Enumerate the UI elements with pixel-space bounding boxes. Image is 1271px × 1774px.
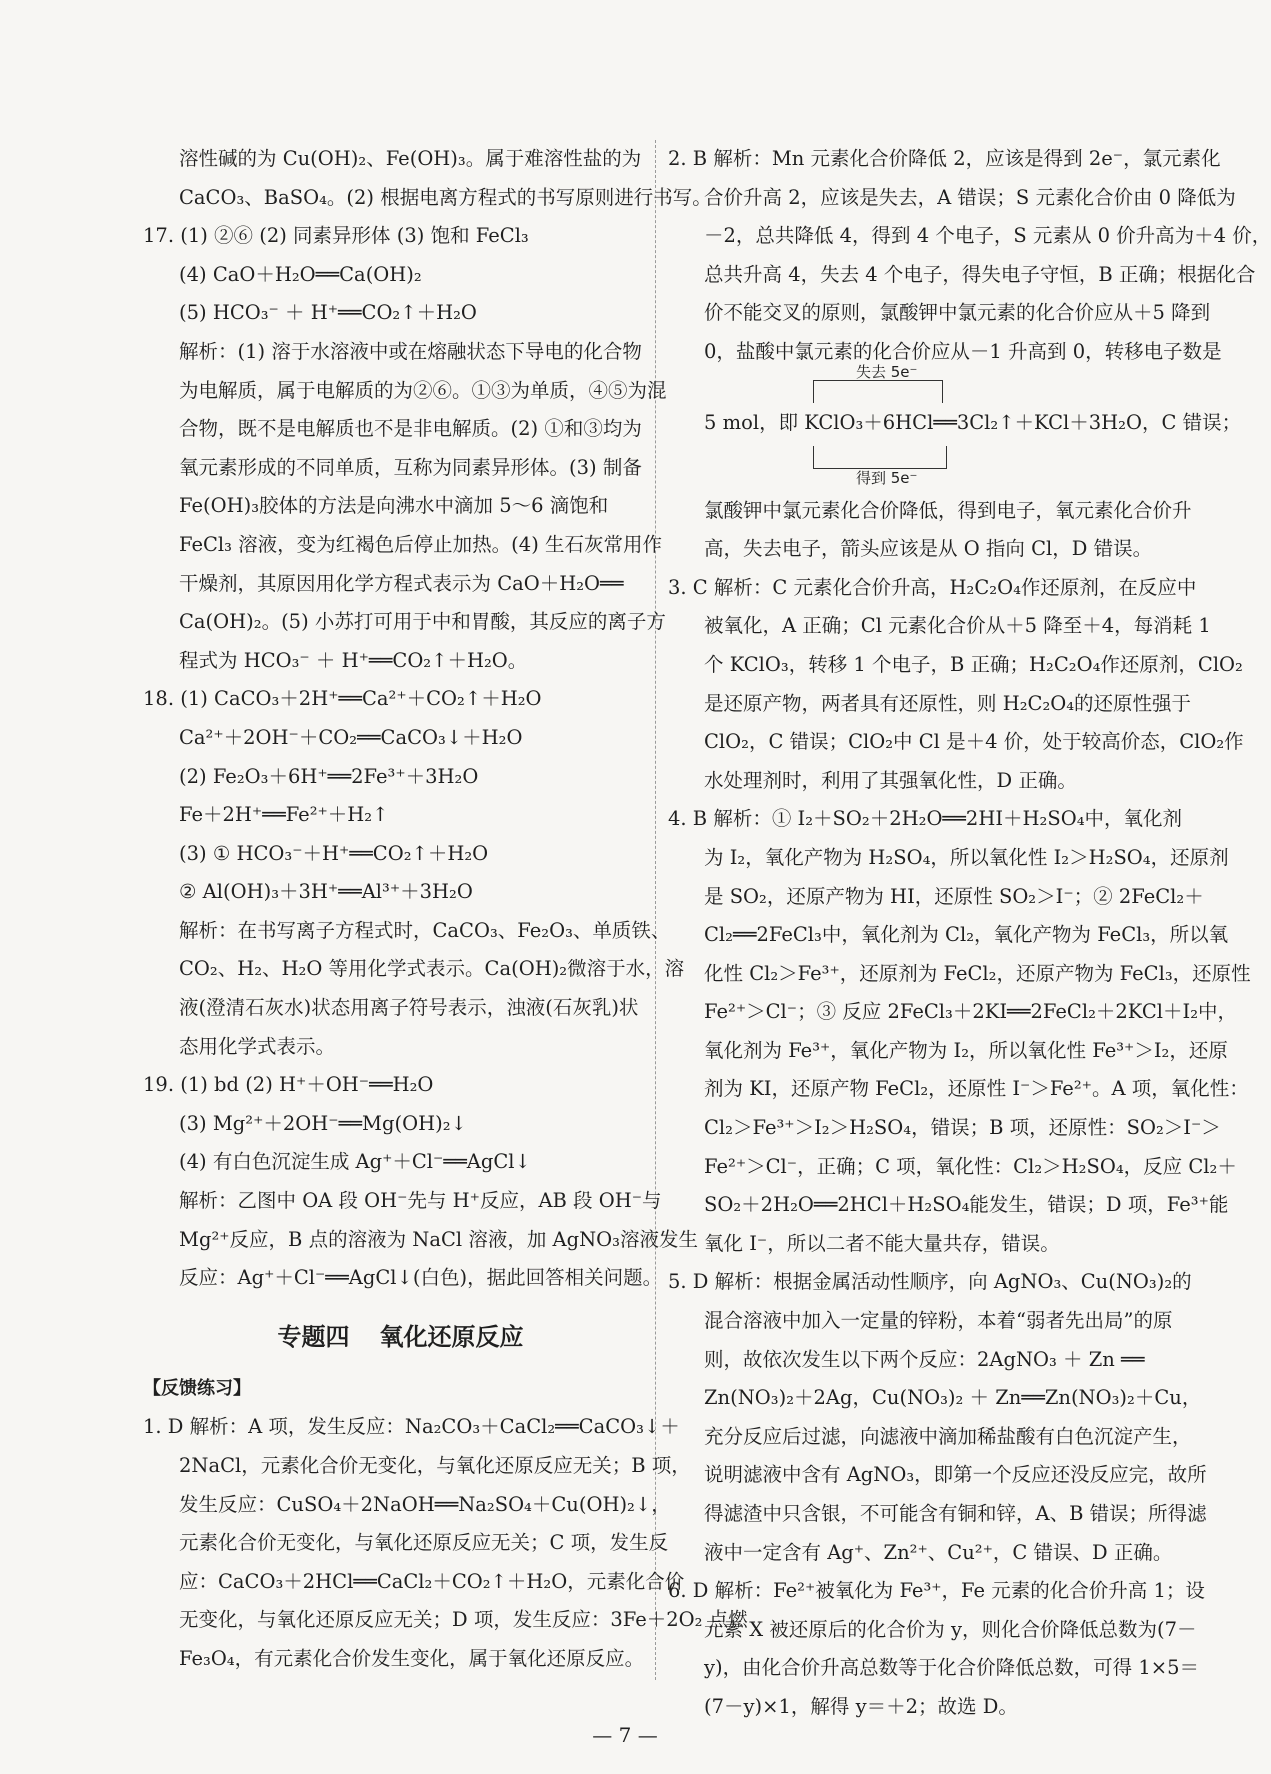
text-line: CaCO₃、BaSO₄。(2) 根据电离方程式的书写原则进行书写。: [179, 185, 712, 209]
q17-explanation: Fe(OH)₃胶体的方法是向沸水中滴加 5～6 滴饱和: [179, 494, 609, 518]
q4-line: 剂为 KI，还原产物 FeCl₂，还原性 I⁻＞Fe²⁺。A 项，氧化性：: [704, 1077, 1249, 1101]
q4-line: 4. B 解析：① I₂＋SO₂＋2H₂O══2HI＋H₂SO₄中，氧化剂: [668, 807, 1183, 831]
q2-line: 氯酸钾中氯元素化合价降低，得到电子，氧元素化合价升: [704, 498, 1192, 522]
q4-line: Fe²⁺＞Cl⁻，正确；C 项，氧化性：Cl₂＞H₂SO₄，反应 Cl₂＋: [704, 1154, 1237, 1178]
q17-explanation: 合物，既不是电解质也不是非电解质。(2) ①和③均为: [179, 417, 642, 441]
q4-line: 化性 Cl₂＞Fe³⁺，还原剂为 FeCl₂，还原产物为 FeCl₃，还原性: [704, 961, 1251, 985]
right-column: [668, 140, 1271, 1727]
gain-electrons-arrow: [813, 446, 947, 469]
q4-line: 为 I₂，氧化产物为 H₂SO₄，所以氧化性 I₂＞H₂SO₄，还原剂: [704, 845, 1229, 869]
section-title: 专题四: [277, 1322, 350, 1351]
q19-answer: 19. (1) bd (2) H⁺＋OH⁻══H₂O: [143, 1073, 434, 1097]
q1-line: 1. D 解析：A 项，发生反应：Na₂CO₃＋CaCl₂══CaCO₃↓＋: [143, 1415, 680, 1439]
q3-line: ClO₂，C 错误；ClO₂中 Cl 是＋4 价，处于较高价态，ClO₂作: [704, 730, 1244, 754]
q17-answer: 17. (1) ②⑥ (2) 同素异形体 (3) 饱和 FeCl₃: [143, 224, 529, 248]
q5-line: 液中一定含有 Ag⁺、Zn²⁺、Cu²⁺，C 错误、D 正确。: [704, 1540, 1173, 1564]
q3-line: 被氧化，A 正确；Cl 元素化合价从＋5 降至＋4，每消耗 1: [704, 614, 1211, 638]
q1-line: 应：CaCO₃＋2HCl══CaCl₂＋CO₂↑＋H₂O，元素化合价: [179, 1569, 685, 1593]
q4-line: Cl₂══2FeCl₃中，氧化剂为 Cl₂，氧化产物为 FeCl₃，所以氧: [704, 923, 1229, 947]
gain-electrons-label: 得到 5e⁻: [856, 468, 918, 487]
left-column: [143, 140, 748, 1679]
q18-explanation: 解析：在书写离子方程式时，CaCO₃、Fe₂O₃、单质铁、: [179, 918, 671, 942]
q18-explanation: 态用化学式表示。: [179, 1034, 336, 1058]
q18-line: Ca²⁺＋2OH⁻＋CO₂══CaCO₃↓＋H₂O: [179, 725, 523, 749]
q3-line: 水处理剂时，利用了其强氧化性，D 正确。: [704, 768, 1077, 792]
q17-line: (5) HCO₃⁻ ＋ H⁺══CO₂↑＋H₂O: [179, 301, 477, 325]
q17-explanation: 解析：(1) 溶于水溶液中或在熔融状态下导电的化合物: [179, 339, 642, 363]
q2-line: 2. B 解析：Mn 元素化合价降低 2，应该是得到 2e⁻，氯元素化: [668, 147, 1221, 170]
q18-answer: 18. (1) CaCO₃＋2H⁺══Ca²⁺＋CO₂↑＋H₂O: [143, 687, 542, 711]
q18-explanation: 液(澄清石灰水)状态用离子符号表示，浊液(石灰乳)状: [179, 996, 639, 1020]
q18-line: (2) Fe₂O₃＋6H⁺══2Fe³⁺＋3H₂O: [179, 764, 479, 788]
q17-explanation: Ca(OH)₂。(5) 小苏打可用于中和胃酸，其反应的离子方: [179, 610, 666, 634]
q1-line: Fe₃O₄，有元素化合价发生变化，属于氧化还原反应。: [179, 1646, 645, 1670]
q2-line: －2，总共降低 4，得到 4 个电子，S 元素从 0 价升高为＋4 价，: [704, 224, 1271, 248]
q18-line: (3) ① HCO₃⁻＋H⁺══CO₂↑＋H₂O: [179, 841, 489, 865]
q17-line: (4) CaO＋H₂O══Ca(OH)₂: [179, 262, 422, 286]
q19-explanation: 解析：乙图中 OA 段 OH⁻先与 H⁺反应，AB 段 OH⁻与: [179, 1189, 662, 1213]
q17-explanation: 为电解质，属于电解质的为②⑥。①③为单质，④⑤为混: [179, 378, 667, 402]
q2-line: 价不能交叉的原则，氯酸钾中氯元素的化合价应从＋5 降到: [704, 301, 1211, 325]
page-number: — 7 —: [592, 1723, 658, 1747]
q4-line: 是 SO₂，还原产物为 HI，还原性 SO₂＞I⁻；② 2FeCl₂＋: [704, 884, 1204, 908]
q4-line: Fe²⁺＞Cl⁻；③ 反应 2FeCl₃＋2KI══2FeCl₂＋2KCl＋I₂中，: [704, 1000, 1238, 1024]
practice-label: 【反馈练习】: [143, 1377, 251, 1399]
q5-line: 说明滤液中含有 AgNO₃，即第一个反应还没反应完，故所: [704, 1463, 1207, 1487]
q17-explanation: FeCl₃ 溶液，变为红褐色后停止加热。(4) 生石灰常用作: [179, 532, 662, 556]
q5-line: Zn(NO₃)₂＋2Ag，Cu(NO₃)₂ ＋ Zn══Zn(NO₃)₂＋Cu，: [704, 1386, 1202, 1410]
q5-line: 则，故依次发生以下两个反应：2AgNO₃ ＋ Zn ══: [704, 1347, 1145, 1371]
q4-line: SO₂＋2H₂O══2HCl＋H₂SO₄能发生，错误；D 项，Fe³⁺能: [704, 1193, 1229, 1217]
q5-line: 5. D 解析：根据金属活动性顺序，向 AgNO₃、Cu(NO₃)₂的: [668, 1270, 1192, 1294]
q19-explanation: Mg²⁺反应，B 点的溶液为 NaCl 溶液，加 AgNO₃溶液发生: [179, 1227, 698, 1251]
redox-equation: 5 mol，即 KClO₃＋6HCl══3Cl₂↑＋KCl＋3H₂O，C 错误；: [704, 410, 1242, 434]
q5-line: 充分反应后过滤，向滤液中滴加稀盐酸有白色沉淀产生，: [704, 1424, 1192, 1448]
q6-line: 元素 X 被还原后的化合价为 y，则化合价降低总数为(7－: [704, 1617, 1197, 1641]
lose-electrons-arrow: [813, 380, 943, 403]
q2-line: 总共升高 4，失去 4 个电子，得失电子守恒，B 正确；根据化合: [704, 262, 1256, 286]
q3-line: 3. C 解析：C 元素化合价升高，H₂C₂O₄作还原剂，在反应中: [668, 575, 1197, 599]
q4-line: 氧化 I⁻，所以二者不能大量共存，错误。: [704, 1231, 1060, 1255]
q2-line: 高，失去电子，箭头应该是从 O 指向 Cl，D 错误。: [704, 537, 1153, 561]
lose-electrons-label: 失去 5e⁻: [856, 362, 918, 381]
q1-line: 2NaCl，元素化合价无变化，与氧化还原反应无关；B 项，: [179, 1454, 691, 1477]
q6-line: y)，由化合价升高总数等于化合价降低总数，可得 1×5＝: [704, 1656, 1199, 1680]
q4-line: Cl₂＞Fe³⁺＞I₂＞H₂SO₄，错误；B 项，还原性：SO₂＞I⁻＞: [704, 1116, 1221, 1140]
q6-line: (7－y)×1，解得 y＝＋2；故选 D。: [704, 1694, 1018, 1718]
q1-line: 无变化，与氧化还原反应无关；D 项，发生反应：3Fe＋2O₂ 点燃: [179, 1608, 748, 1632]
q5-line: 混合溶液中加入一定量的锌粉，本着“弱者先出局”的原: [704, 1309, 1173, 1333]
q2-line: 合价升高 2，应该是失去，A 错误；S 元素化合价由 0 降低为: [704, 185, 1236, 209]
q17-explanation: 程式为 HCO₃⁻ ＋ H⁺══CO₂↑＋H₂O。: [179, 648, 528, 672]
q19-explanation: 反应：Ag⁺＋Cl⁻══AgCl↓(白色)，据此回答相关问题。: [179, 1266, 663, 1290]
q3-line: 是还原产物，两者具有还原性，则 H₂C₂O₄的还原性强于: [704, 691, 1192, 715]
q19-line: (3) Mg²⁺＋2OH⁻══Mg(OH)₂↓: [179, 1111, 467, 1135]
q2-line: 0，盐酸中氯元素的化合价应从－1 升高到 0，转移电子数是: [704, 339, 1222, 363]
electron-transfer-diagram: [668, 362, 1242, 492]
section-heading: [143, 1312, 658, 1362]
q18-explanation: CO₂、H₂、H₂O 等用化学式表示。Ca(OH)₂微溶于水，溶: [179, 957, 685, 981]
q18-line: ② Al(OH)₃＋3H⁺══Al³⁺＋3H₂O: [179, 880, 473, 904]
q18-line: Fe＋2H⁺══Fe²⁺＋H₂↑: [179, 803, 389, 827]
text-line: 溶性碱的为 Cu(OH)₂、Fe(OH)₃。属于难溶性盐的为: [179, 147, 642, 170]
q19-line: (4) 有白色沉淀生成 Ag⁺＋Cl⁻══AgCl↓: [179, 1150, 531, 1174]
section-subtitle: 氧化还原反应: [379, 1322, 524, 1351]
q6-line: 6. D 解析：Fe²⁺被氧化为 Fe³⁺，Fe 元素的化合价升高 1；设: [668, 1579, 1205, 1603]
q3-line: 个 KClO₃，转移 1 个电子，B 正确；H₂C₂O₄作还原剂，ClO₂: [704, 652, 1243, 676]
q1-line: 发生反应：CuSO₄＋2NaOH══Na₂SO₄＋Cu(OH)₂↓，: [179, 1492, 671, 1516]
q1-line: 元素化合价无变化，与氧化还原反应无关；C 项，发生反: [179, 1531, 669, 1555]
q17-explanation: 氧元素形成的不同单质，互称为同素异形体。(3) 制备: [179, 455, 642, 479]
q4-line: 氧化剂为 Fe³⁺，氧化产物为 I₂，所以氧化性 Fe³⁺＞I₂，还原: [704, 1038, 1228, 1062]
q17-explanation: 干燥剂，其原因用化学方程式表示为 CaO＋H₂O══: [179, 571, 624, 595]
q5-line: 得滤渣中只含银，不可能含有铜和锌，A、B 错误；所得滤: [704, 1502, 1207, 1525]
